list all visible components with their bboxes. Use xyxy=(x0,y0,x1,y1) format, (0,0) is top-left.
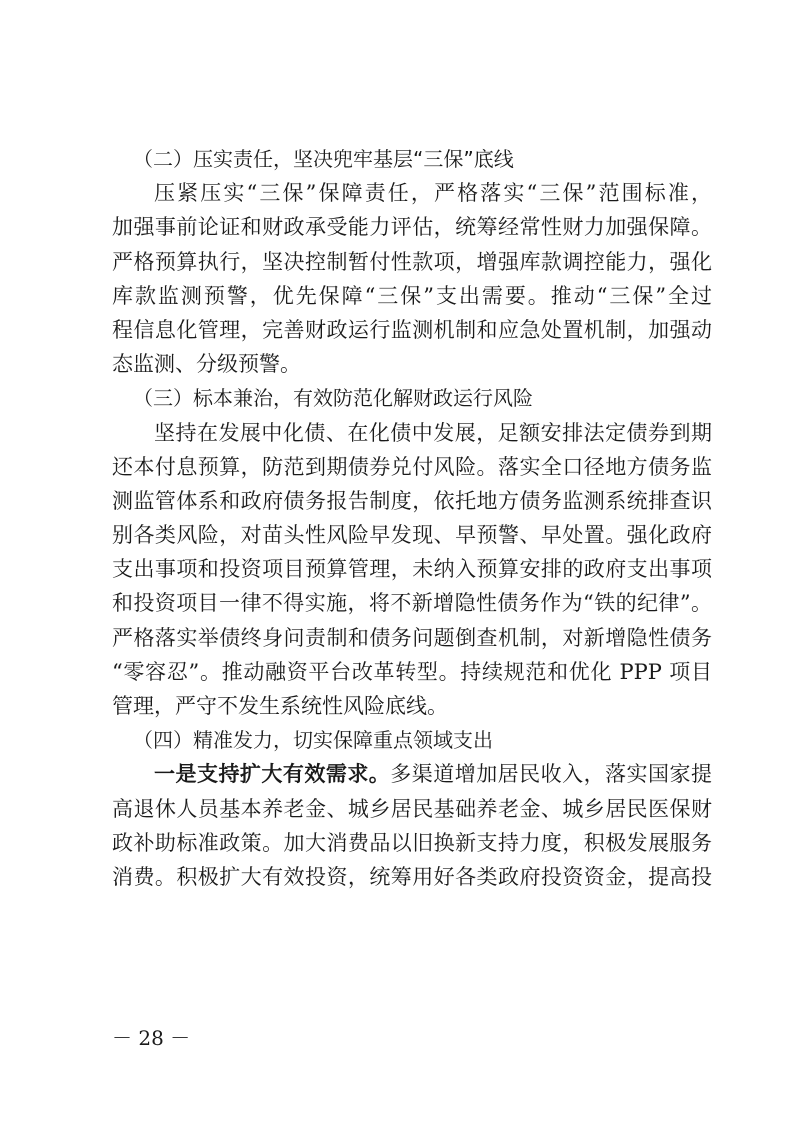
section-heading-4: （四）精准发力，切实保障重点领域支出 xyxy=(133,728,493,753)
paragraph-line: 支出事项和投资项目预算管理，未纳入预算安排的政府支出事项 xyxy=(112,557,712,582)
paragraph-line: 政补助标准政策。加大消费品以旧换新支持力度，积极发展服务 xyxy=(112,830,712,855)
paragraph-line: 严格落实举债终身问责制和债务问题倒查机制，对新增隐性债务 xyxy=(112,625,712,650)
paragraph-line: 管理，严守不发生系统性风险底线。 xyxy=(112,694,448,718)
section-heading-2: （二）压实责任，坚决兜牢基层“三保”底线 xyxy=(133,147,514,171)
paragraph-line: 测监管体系和政府债务报告制度，依托地方债务监测系统排查识 xyxy=(112,488,712,513)
paragraph-line: 加强事前论证和财政承受能力评估，统筹经常性财力加强保障。 xyxy=(112,215,712,240)
paragraph-line: 高退休人员基本养老金、城乡居民基础养老金、城乡居民医保财 xyxy=(112,796,712,821)
paragraph-line: 别各类风险，对苗头性风险早发现、早预警、早处置。强化政府 xyxy=(112,523,712,548)
paragraph-line: 和投资项目一律不得实施，将不新增隐性债务作为“铁的纪律”。 xyxy=(112,591,712,616)
paragraph-line: 还本付息预算，防范到期债券兑付风险。落实全口径地方债务监 xyxy=(112,454,712,479)
lead-bold-text: 一是支持扩大有效需求。 xyxy=(154,761,391,787)
paragraph-line: 态监测、分级预警。 xyxy=(112,352,301,377)
paragraph-line: 库款监测预警，优先保障“三保”支出需要。推动“三保”全过 xyxy=(112,283,712,308)
paragraph-line: 坚持在发展中化债、在化债中发展，足额安排法定债券到期 xyxy=(154,420,712,445)
section-heading-3: （三）标本兼治，有效防范化解财政运行风险 xyxy=(133,386,533,411)
paragraph-line: 程信息化管理，完善财政运行监测机制和应急处置机制，加强动 xyxy=(112,317,712,342)
paragraph-line: “零容忍”。推动融资平台改革转型。持续规范和优化 PPP 项目 xyxy=(112,659,712,684)
lead-rest-text: 多渠道增加居民收入，落实国家提 xyxy=(390,762,712,787)
paragraph-line: 压紧压实“三保”保障责任，严格落实“三保”范围标准， xyxy=(154,181,712,206)
paragraph-line xyxy=(112,757,712,791)
paragraph-line: 消费。积极扩大有效投资，统筹用好各类政府投资资金，提高投 xyxy=(112,864,712,889)
page-number: － 28 － xyxy=(112,1026,191,1050)
document-body xyxy=(112,142,712,894)
paragraph-line: 严格预算执行，坚决控制暂付性款项，增强库款调控能力，强化 xyxy=(112,249,712,274)
